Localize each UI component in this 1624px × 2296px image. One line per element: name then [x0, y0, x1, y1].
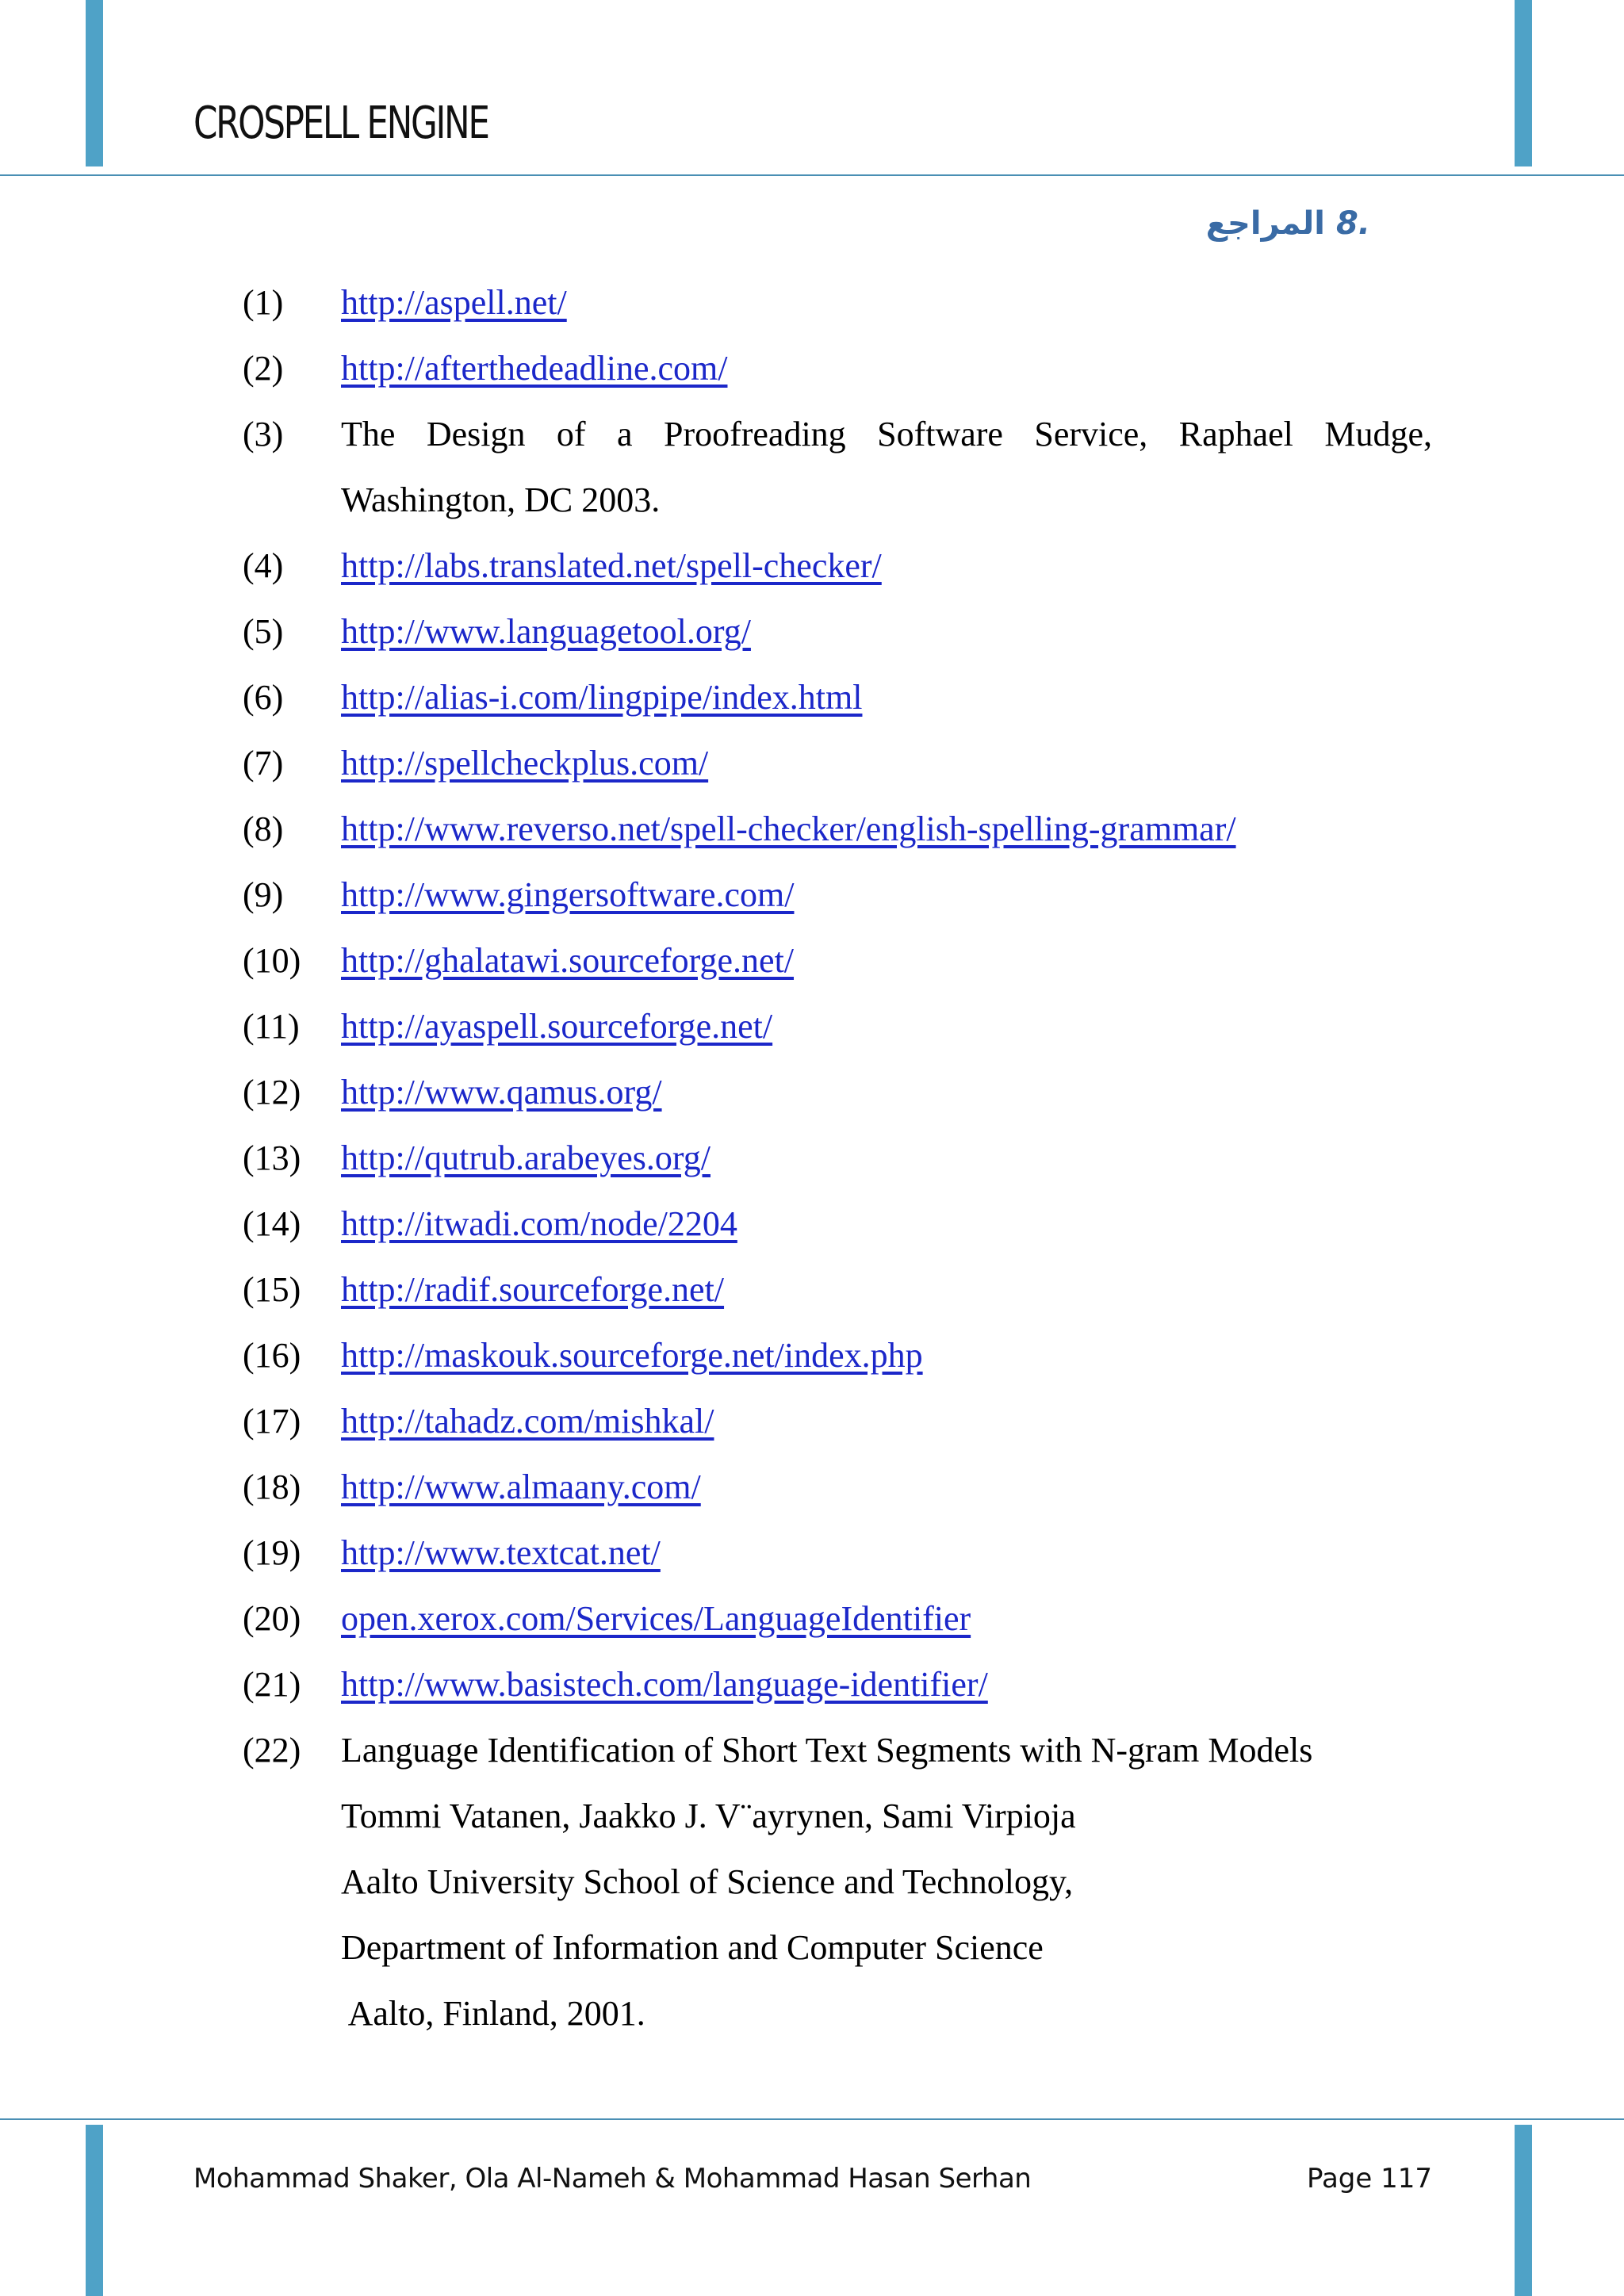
reference-item [243, 401, 1432, 533]
reference-item [243, 993, 1432, 1059]
header-right-bar [1515, 0, 1532, 166]
section-number: .8 [1335, 205, 1370, 242]
reference-item [243, 1454, 1432, 1520]
header-left-bar [86, 0, 103, 166]
footer-left-bar [86, 2125, 103, 2296]
reference-item [243, 335, 1432, 401]
reference-item [243, 730, 1432, 796]
reference-number: (5) [243, 612, 284, 651]
reference-link[interactable]: http://labs.translated.net/spell-checker/ [341, 546, 882, 585]
footer-authors: Mohammad Shaker, Ola Al-Nameh & Mohammad Hasan Serhan [193, 2163, 1032, 2195]
reference-text: Tommi Vatanen, Jaakko J. V¨ayrynen, Sami Virpioja [341, 1797, 1076, 1835]
reference-item [243, 1125, 1432, 1191]
reference-number: (12) [243, 1073, 301, 1112]
reference-number: (20) [243, 1599, 301, 1638]
page-number: Page 117 [1306, 2163, 1432, 2195]
reference-number: (11) [243, 1007, 300, 1046]
reference-text: The Design of a Proofreading Software Service, Raphael Mudge, [341, 415, 1432, 453]
reference-number: (15) [243, 1270, 301, 1309]
reference-item [243, 1520, 1432, 1586]
reference-number: (4) [243, 546, 284, 585]
reference-number: (14) [243, 1204, 301, 1243]
reference-link[interactable]: http://qutrub.arabeyes.org/ [341, 1138, 710, 1177]
reference-item [243, 928, 1432, 993]
reference-number: (10) [243, 941, 301, 980]
reference-link[interactable]: http://ayaspell.sourceforge.net/ [341, 1007, 773, 1046]
reference-number: (6) [243, 678, 284, 717]
reference-link[interactable]: open.xerox.com/Services/LanguageIdentifier [341, 1599, 971, 1638]
footer-right-bar [1515, 2125, 1532, 2296]
reference-item [243, 664, 1432, 730]
reference-item [243, 1257, 1432, 1322]
reference-item [243, 599, 1432, 664]
reference-text: Language Identification of Short Text Segments with N-gram Models [341, 1731, 1313, 1770]
reference-link[interactable]: http://itwadi.com/node/2204 [341, 1204, 737, 1243]
reference-link[interactable]: http://www.languagetool.org/ [341, 612, 751, 651]
reference-link[interactable]: http://www.reverso.net/spell-checker/english-spelling-grammar/ [341, 809, 1236, 848]
reference-number: (16) [243, 1336, 301, 1375]
reference-item [243, 1717, 1432, 2046]
reference-link[interactable]: http://aspell.net/ [341, 283, 567, 322]
reference-link[interactable]: http://www.textcat.net/ [341, 1533, 661, 1572]
reference-item [243, 1388, 1432, 1454]
reference-number: (13) [243, 1138, 301, 1177]
reference-number: (19) [243, 1533, 301, 1572]
reference-number: (1) [243, 283, 284, 322]
reference-text: Aalto, Finland, 2001. [341, 1994, 645, 2033]
reference-link[interactable]: http://www.almaany.com/ [341, 1468, 701, 1506]
footer-rule [0, 2118, 1624, 2120]
header-title: CROSPELL ENGINE [193, 98, 488, 149]
reference-item [243, 862, 1432, 928]
reference-text: Washington, DC 2003. [341, 480, 661, 519]
reference-link[interactable]: http://maskouk.sourceforge.net/index.php [341, 1336, 923, 1375]
reference-number: (21) [243, 1665, 301, 1704]
reference-item [243, 1322, 1432, 1388]
section-title: المراجع [1205, 205, 1326, 242]
reference-number: (2) [243, 349, 284, 388]
reference-number: (3) [243, 415, 284, 453]
reference-link[interactable]: http://radif.sourceforge.net/ [341, 1270, 725, 1309]
reference-number: (8) [243, 809, 284, 848]
reference-link[interactable]: http://spellcheckplus.com/ [341, 744, 709, 783]
reference-number: (18) [243, 1468, 301, 1506]
section-heading [1205, 205, 1370, 242]
reference-item [243, 1191, 1432, 1257]
reference-item [243, 270, 1432, 335]
reference-link[interactable]: http://afterthedeadline.com/ [341, 349, 728, 388]
reference-link[interactable]: http://www.basistech.com/language-identifier/ [341, 1665, 988, 1704]
reference-text: Department of Information and Computer Science [341, 1928, 1044, 1967]
reference-list [243, 270, 1432, 2046]
reference-item [243, 1586, 1432, 1651]
reference-number: (7) [243, 744, 284, 783]
reference-text: Aalto University School of Science and Technology, [341, 1862, 1074, 1901]
reference-item [243, 533, 1432, 599]
reference-item [243, 796, 1432, 862]
reference-link[interactable]: http://ghalatawi.sourceforge.net/ [341, 941, 795, 980]
reference-number: (9) [243, 875, 284, 914]
reference-link[interactable]: http://tahadz.com/mishkal/ [341, 1402, 714, 1441]
reference-item [243, 1059, 1432, 1125]
reference-link[interactable]: http://alias-i.com/lingpipe/index.html [341, 678, 863, 717]
reference-number: (22) [243, 1731, 301, 1770]
reference-link[interactable]: http://www.gingersoftware.com/ [341, 875, 795, 914]
header-rule [0, 174, 1624, 176]
reference-item [243, 1651, 1432, 1717]
reference-number: (17) [243, 1402, 301, 1441]
reference-link[interactable]: http://www.qamus.org/ [341, 1073, 662, 1112]
